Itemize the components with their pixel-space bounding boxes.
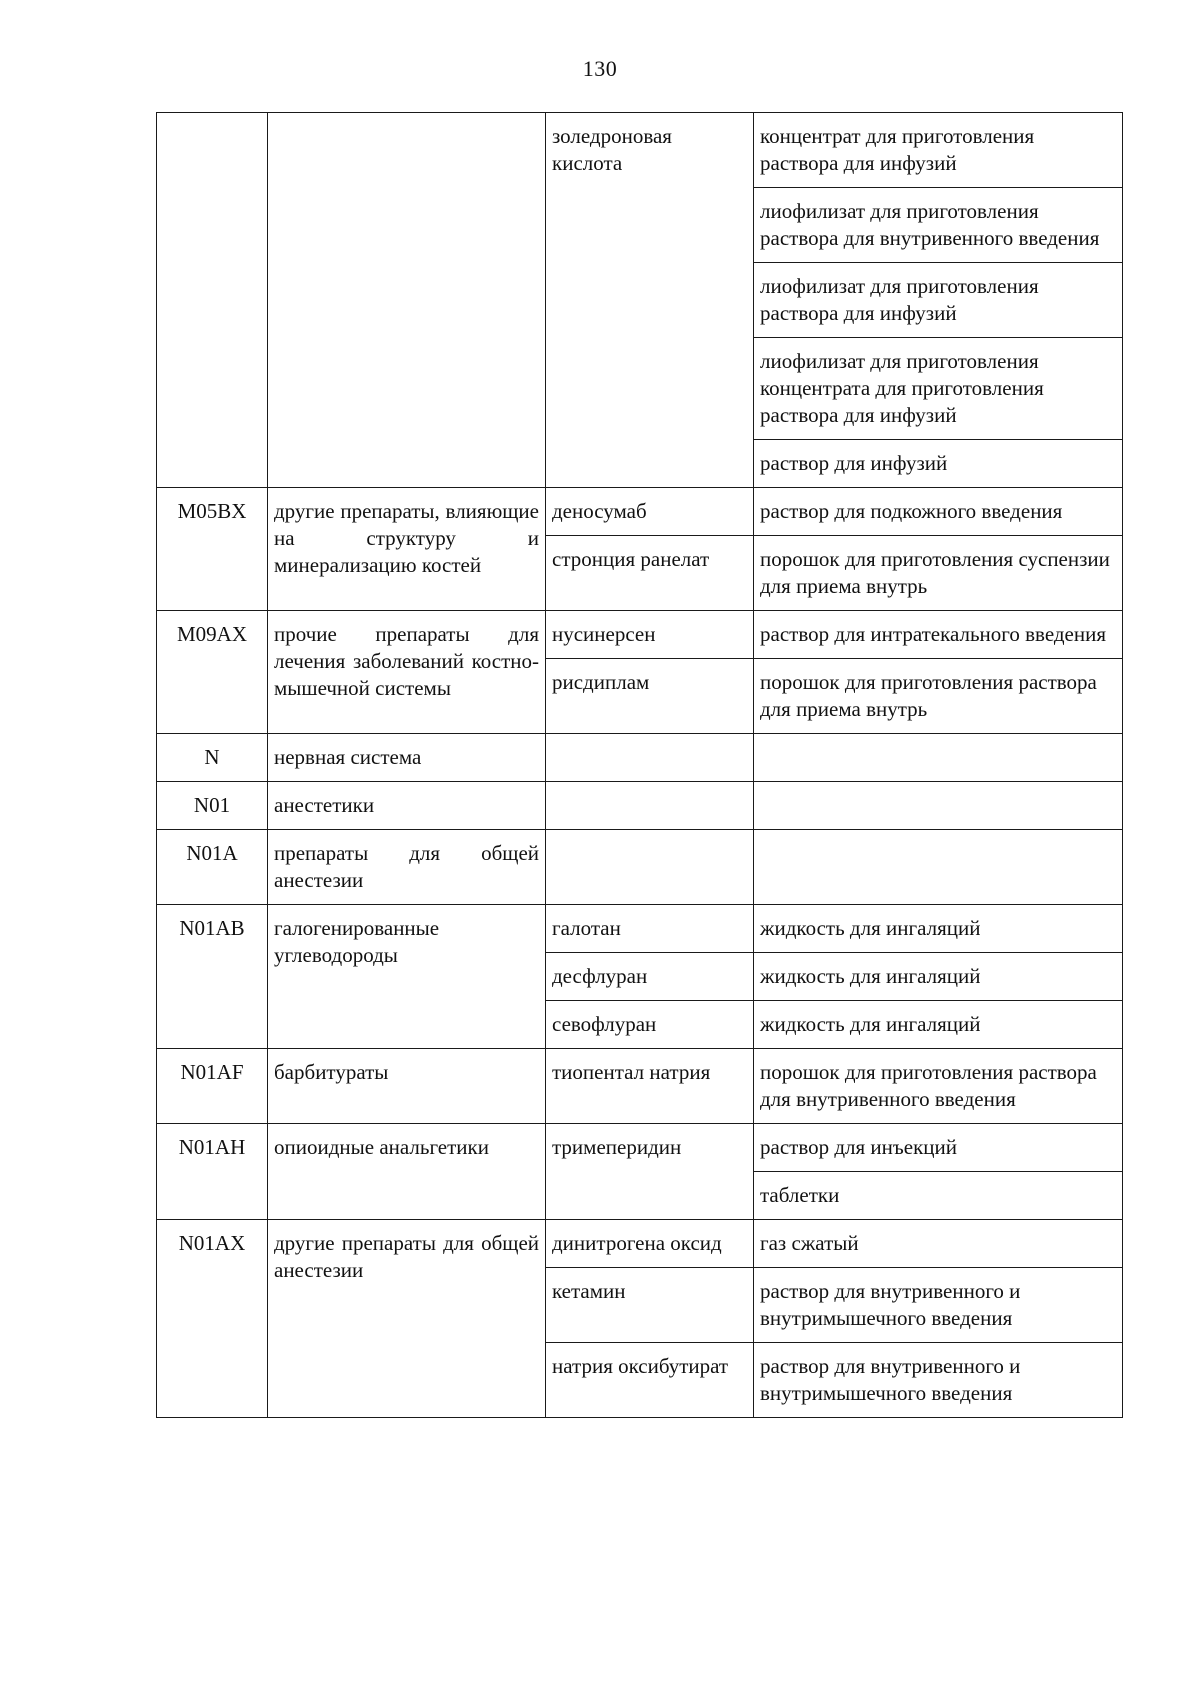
drug-name-cell: натрия оксибутират [546, 1343, 754, 1418]
drug-name-cell: кетамин [546, 1268, 754, 1343]
dosage-form-cell: газ сжатый [754, 1220, 1123, 1268]
dosage-form-cell [754, 782, 1123, 830]
drug-name-cell [546, 734, 754, 782]
dosage-form-cell: жидкость для ингаляций [754, 905, 1123, 953]
group-name-cell: другие препараты, влияющие на структуру и минерализацию костей [268, 488, 546, 611]
drug-name-cell: галотан [546, 905, 754, 953]
group-name-cell: нервная система [268, 734, 546, 782]
table-row [157, 1124, 1123, 1172]
table-row [157, 611, 1123, 659]
dosage-form-cell: таблетки [754, 1172, 1123, 1220]
group-name-cell: препараты для общей анестезии [268, 830, 546, 905]
drug-name-cell: рисдиплам [546, 659, 754, 734]
atc-code-cell: N01AH [157, 1124, 268, 1220]
atc-code-cell: N01 [157, 782, 268, 830]
atc-code-cell [157, 113, 268, 488]
dosage-form-cell: порошок для приготовления суспензии для приема внутрь [754, 536, 1123, 611]
table-row [157, 113, 1123, 188]
drug-name-cell: тримеперидин [546, 1124, 754, 1220]
drug-name-cell: золедроновая кислота [546, 113, 754, 488]
table-row [157, 488, 1123, 536]
drug-name-cell: севофлуран [546, 1001, 754, 1049]
drug-name-cell: деносумаб [546, 488, 754, 536]
drug-name-cell [546, 830, 754, 905]
atc-code-cell: N01AF [157, 1049, 268, 1124]
atc-code-cell: N01AB [157, 905, 268, 1049]
atc-code-cell: N01A [157, 830, 268, 905]
page-number: 130 [582, 56, 618, 81]
dosage-form-cell: концентрат для приготовления раствора для инфузий [754, 113, 1123, 188]
dosage-form-cell: лиофилизат для приготовления концентрата для приготовления раствора для инфузий [754, 338, 1123, 440]
drug-name-cell: нусинерсен [546, 611, 754, 659]
group-name-cell: опиоидные анальгетики [268, 1124, 546, 1220]
dosage-form-cell: порошок для приготовления раствора для внутривенного введения [754, 1049, 1123, 1124]
dosage-form-cell: лиофилизат для приготовления раствора для инфузий [754, 263, 1123, 338]
table-row [157, 830, 1123, 905]
dosage-form-cell [754, 734, 1123, 782]
dosage-form-cell: раствор для подкожного введения [754, 488, 1123, 536]
dosage-form-cell: порошок для приготовления раствора для приема внутрь [754, 659, 1123, 734]
atc-code-cell: M05BX [157, 488, 268, 611]
table-body [157, 113, 1123, 1418]
atc-code-cell: M09AX [157, 611, 268, 734]
table-row [157, 782, 1123, 830]
drug-name-cell: стронция ранелат [546, 536, 754, 611]
dosage-form-cell: жидкость для ингаляций [754, 953, 1123, 1001]
table-row [157, 905, 1123, 953]
dosage-form-cell: раствор для инфузий [754, 440, 1123, 488]
atc-code-cell: N [157, 734, 268, 782]
group-name-cell: прочие препараты для лечения заболеваний костно-мышечной системы [268, 611, 546, 734]
group-name-cell [268, 113, 546, 488]
table-row [157, 1220, 1123, 1268]
dosage-form-cell: раствор для инъекций [754, 1124, 1123, 1172]
drug-name-cell: десфлуран [546, 953, 754, 1001]
dosage-form-cell [754, 830, 1123, 905]
group-name-cell: барбитураты [268, 1049, 546, 1124]
drug-name-cell [546, 782, 754, 830]
drug-name-cell: тиопентал натрия [546, 1049, 754, 1124]
atc-code-cell: N01AX [157, 1220, 268, 1418]
dosage-form-cell: лиофилизат для приготовления раствора для внутривенного введения [754, 188, 1123, 263]
drug-classification-table [156, 112, 1123, 1418]
dosage-form-cell: жидкость для ингаляций [754, 1001, 1123, 1049]
drug-name-cell: динитрогена оксид [546, 1220, 754, 1268]
table-row [157, 1049, 1123, 1124]
dosage-form-cell: раствор для внутривенного и внутримышечного введения [754, 1268, 1123, 1343]
table-row [157, 734, 1123, 782]
group-name-cell: анестетики [268, 782, 546, 830]
dosage-form-cell: раствор для внутривенного и внутримышечного введения [754, 1343, 1123, 1418]
group-name-cell: галогенированные углеводороды [268, 905, 546, 1049]
dosage-form-cell: раствор для интратекального введения [754, 611, 1123, 659]
group-name-cell: другие препараты для общей анестезии [268, 1220, 546, 1418]
